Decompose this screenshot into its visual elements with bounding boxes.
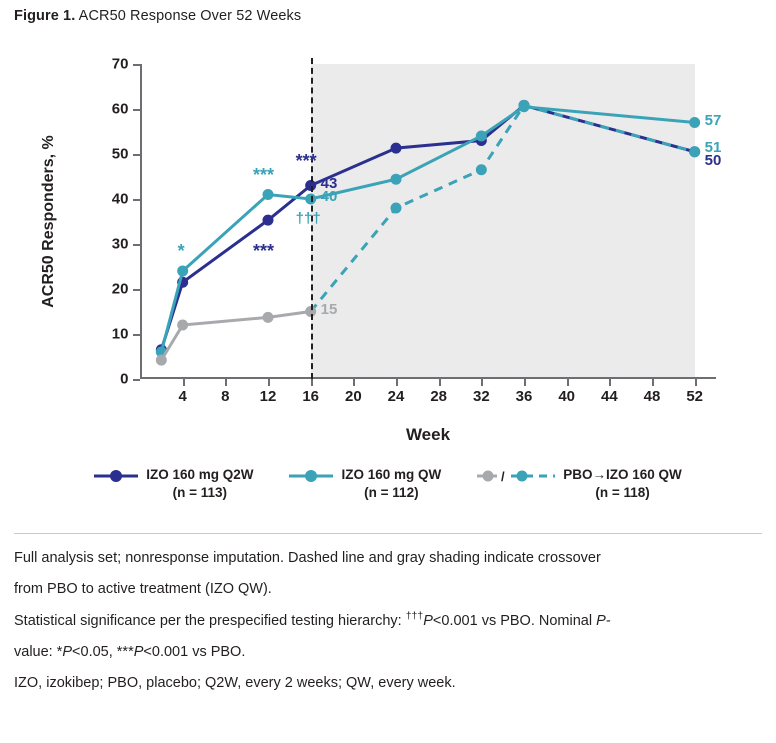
x-tick-label: 52: [686, 388, 703, 406]
footnote-line-2: from PBO to active treatment (IZO QW).: [14, 581, 272, 597]
chart-container: [0, 40, 776, 460]
data-point: [263, 312, 274, 323]
point-value-label: 50: [704, 152, 722, 169]
data-point: [391, 143, 402, 154]
legend-label: [341, 466, 441, 502]
legend-item: [477, 466, 682, 502]
x-tick-label: 12: [259, 388, 277, 406]
x-tick-label: 20: [344, 388, 362, 406]
y-tick-label: 40: [111, 190, 129, 208]
x-tick: [439, 379, 441, 386]
y-tick: [133, 64, 140, 66]
y-tick-label: 10: [111, 325, 129, 343]
legend-label: [146, 466, 253, 502]
data-point: [689, 117, 700, 128]
data-point: [519, 100, 530, 111]
x-tick-label: 48: [643, 388, 661, 406]
x-tick-label: 40: [558, 388, 575, 406]
series-line-segment: [161, 312, 310, 361]
data-point: [263, 189, 274, 200]
data-point: [391, 174, 402, 185]
data-point: [177, 266, 188, 277]
significance-marker: ***: [295, 151, 317, 171]
legend-marker-icon: [477, 469, 555, 486]
x-tick-label: 32: [472, 388, 490, 406]
y-tick-label: 60: [111, 100, 129, 118]
footnote-dagger: †††: [405, 610, 424, 622]
legend-series-name: PBO→IZO 160 QW: [563, 467, 682, 482]
significance-marker: ***: [253, 164, 275, 185]
x-tick-label: 28: [430, 388, 447, 406]
footnote-4e: <0.001 vs PBO.: [143, 643, 246, 660]
data-point: [476, 131, 487, 142]
x-tick: [311, 379, 313, 386]
y-tick: [133, 109, 140, 111]
footnote-p4: P: [133, 643, 144, 660]
x-tick: [183, 379, 185, 386]
legend-series-n: (n = 112): [364, 485, 419, 501]
legend-item: [94, 466, 253, 502]
footnote-3d: <0.001 vs PBO. Nominal: [432, 612, 597, 629]
y-tick-label: 0: [120, 370, 129, 388]
x-tick-label: 4: [178, 388, 187, 406]
significance-marker: †††: [295, 209, 321, 227]
x-tick: [567, 379, 569, 386]
x-tick-label: 24: [387, 388, 405, 406]
x-tick-label: 44: [600, 388, 618, 406]
figure-title: [14, 8, 301, 24]
x-tick: [609, 379, 611, 386]
footnote-3f: -: [605, 612, 611, 629]
x-tick: [268, 379, 270, 386]
footnote-4c: <0.05, ***: [72, 643, 134, 660]
plot-area: [111, 55, 722, 406]
footnote-line-3: [14, 606, 764, 636]
footnote-4a: value: *: [14, 643, 63, 660]
y-axis-title: ACR50 Responders, %: [40, 135, 57, 308]
series-line: [161, 105, 694, 349]
x-tick: [396, 379, 398, 386]
footnote-p1: P: [423, 612, 433, 629]
y-tick-label: 50: [111, 145, 129, 163]
legend-marker-icon: [289, 469, 333, 486]
y-tick: [133, 289, 140, 291]
y-tick: [133, 334, 140, 336]
data-point: [391, 203, 402, 214]
x-tick-label: 16: [302, 388, 319, 406]
x-tick: [481, 379, 483, 386]
point-value-label: 15: [320, 300, 338, 318]
legend-series-name: IZO 160 mg Q2W: [146, 467, 254, 482]
footnote-line-5: IZO, izokibep; PBO, placebo; Q2W, every 2 weeks; QW, every week.: [14, 674, 456, 691]
divider: [14, 533, 762, 534]
legend-item: [289, 466, 441, 502]
legend-series-n: (n = 113): [172, 485, 228, 501]
point-value-label: 57: [704, 111, 722, 129]
footnote-p2: P: [596, 612, 606, 629]
y-tick-label: 70: [111, 55, 129, 73]
x-tick-label: 36: [515, 388, 533, 406]
x-tick: [524, 379, 526, 386]
y-tick: [133, 244, 140, 246]
y-tick: [133, 199, 140, 201]
footnote-p3: P: [62, 643, 73, 660]
chart-legend: [0, 466, 776, 528]
data-point: [156, 355, 167, 366]
point-value-label: 51: [704, 138, 722, 156]
significance-marker: *: [177, 241, 185, 261]
x-axis-title: Week: [405, 425, 451, 444]
x-tick: [225, 379, 227, 386]
legend-label: [563, 466, 682, 502]
x-tick: [652, 379, 654, 386]
legend-series-name: IZO 160 mg QW: [341, 467, 442, 482]
point-value-label: 43: [320, 174, 338, 192]
footnotes: [14, 544, 764, 700]
footnote-3a: Statistical significance per the prespecified testing hierarchy:: [14, 612, 406, 629]
legend-series-n: (n = 118): [595, 485, 650, 501]
footnote-line-4: [14, 638, 764, 667]
point-value-label: 40: [320, 188, 338, 205]
y-tick: [133, 379, 140, 381]
significance-marker: ***: [253, 241, 275, 261]
footnote-line-1: Full analysis set; nonresponse imputation. Dashed line and gray shading indicate crossover: [14, 550, 601, 566]
data-point: [177, 320, 188, 331]
svg-text:/: /: [501, 469, 505, 483]
y-tick-label: 30: [111, 235, 129, 253]
data-point: [689, 146, 700, 157]
series-plot: [140, 64, 716, 379]
series-line-segment-dashed: [311, 105, 695, 311]
figure-number: Figure 1.: [14, 8, 76, 24]
x-tick: [353, 379, 355, 386]
figure-title-text: ACR50 Response Over 52 Weeks: [75, 8, 302, 24]
data-point: [263, 215, 274, 226]
x-tick-label: 8: [221, 388, 230, 406]
y-tick-label: 20: [111, 280, 129, 298]
legend-marker-icon: [94, 469, 138, 486]
x-tick: [695, 379, 697, 386]
data-point: [476, 164, 487, 175]
series-line: [161, 107, 694, 352]
y-tick: [133, 154, 140, 156]
